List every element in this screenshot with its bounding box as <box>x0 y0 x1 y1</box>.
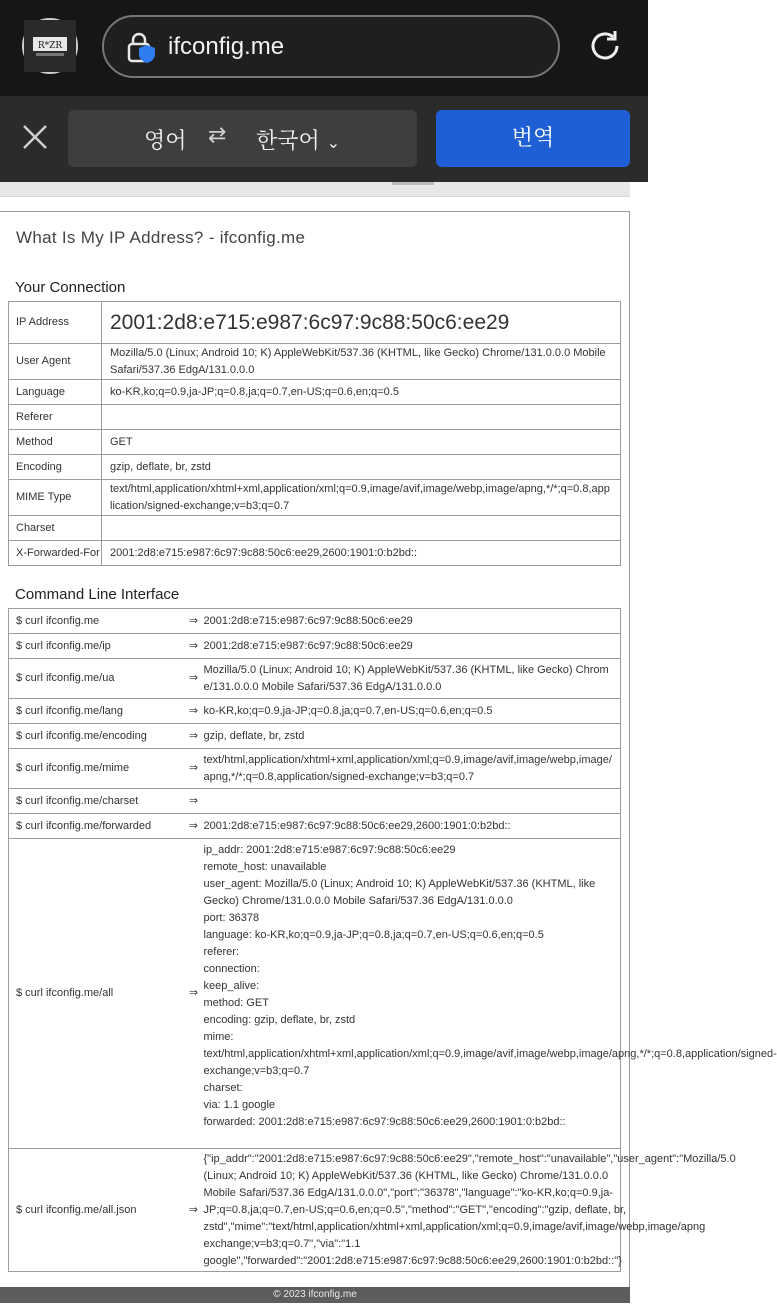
output-line: text/html,application/xhtml+xml,application/xml;q=0.9,image/avif,image/webp,image/apng,*/*;q=0.8,application/signed- <box>203 1048 777 1060</box>
table-row <box>9 634 621 659</box>
output-line: Mobile Safari/537.36 EdgA/131.0.0.0","port":"36378","language":"ko-KR,ko;q=0.9,ja- <box>203 1187 613 1199</box>
row-key: Method <box>9 430 102 455</box>
cli-command: $ curl ifconfig.me/lang <box>9 699 186 724</box>
avatar-image <box>24 20 76 72</box>
arrow-icon: ⇒ <box>186 609 202 634</box>
output-line: via: 1.1 google <box>203 1099 276 1111</box>
table-row <box>9 455 621 480</box>
table-row <box>9 516 621 541</box>
table-row <box>9 1149 621 1272</box>
cli-command: $ curl ifconfig.me/mime <box>9 749 186 789</box>
cli-command: $ curl ifconfig.me/all.json <box>9 1149 186 1272</box>
cli-output: text/html,application/xhtml+xml,application/xml;q=0.9,image/avif,image/webp,image/apng,*/*;q=0.8,application/signed-exchange;v=b3;q=0.7 <box>202 749 621 789</box>
cli-command: $ curl ifconfig.me/encoding <box>9 724 186 749</box>
row-value: Mozilla/5.0 (Linux; Android 10; K) AppleWebKit/537.36 (KHTML, like Gecko) Chrome/131.0.0.0 Mobile Safari/537.36 EdgA/131.0.0.0 <box>102 344 621 380</box>
arrow-icon: ⇒ <box>186 1149 202 1272</box>
arrow-icon: ⇒ <box>186 699 202 724</box>
url-text[interactable]: ifconfig.me <box>168 33 285 60</box>
arrow-icon: ⇒ <box>186 634 202 659</box>
output-line: keep_alive: <box>203 980 260 992</box>
row-value <box>102 516 621 541</box>
table-row <box>9 344 621 380</box>
svg-text:R*ZR: R*ZR <box>37 41 63 51</box>
row-key: MIME Type <box>9 480 102 516</box>
output-line: mime: <box>203 1031 234 1043</box>
table-row <box>9 405 621 430</box>
row-key: Language <box>9 380 102 405</box>
cli-heading: Command Line Interface <box>15 586 180 603</box>
output-line: referer: <box>203 946 239 958</box>
row-key: User Agent <box>9 344 102 380</box>
address-bar[interactable] <box>102 15 560 78</box>
output-line: charset: <box>203 1082 243 1094</box>
cli-output: Mozilla/5.0 (Linux; Android 10; K) AppleWebKit/537.36 (KHTML, like Gecko) Chrome/131.0.0.0 Mobile Safari/537.36 EdgA/131.0.0.0 <box>202 659 621 699</box>
cli-output-json <box>202 1149 736 1272</box>
row-key: IP Address <box>9 302 102 344</box>
output-line: port: 36378 <box>203 912 260 924</box>
reload-icon[interactable] <box>586 27 624 65</box>
language-selector[interactable] <box>68 110 417 167</box>
target-language-label: 한국어 <box>256 129 320 154</box>
target-language[interactable] <box>256 124 340 155</box>
arrow-icon: ⇒ <box>186 814 202 839</box>
table-row <box>9 814 621 839</box>
output-line: encoding: gzip, deflate, br, zstd <box>203 1014 356 1026</box>
cli-command: $ curl ifconfig.me/all <box>9 839 186 1149</box>
page-title: What Is My IP Address? - ifconfig.me <box>16 228 306 247</box>
table-row <box>9 302 621 344</box>
output-line: exchange;v=b3;q=0.7 <box>203 1065 310 1077</box>
cli-command: $ curl ifconfig.me/ua <box>9 659 186 699</box>
output-line: JP;q=0.8,ja;q=0.7,en-US;q=0.6,en;q=0.5","method":"GET","encoding":"gzip, deflate, br, <box>203 1204 627 1216</box>
table-row <box>9 430 621 455</box>
row-key: X-Forwarded-For <box>9 541 102 566</box>
swap-languages-icon[interactable]: ⇄ <box>208 123 227 148</box>
ip-address-value: 2001:2d8:e715:e987:6c97:9c88:50c6:ee29 <box>102 302 621 344</box>
table-row <box>9 839 621 1149</box>
cli-output: 2001:2d8:e715:e987:6c97:9c88:50c6:ee29,2600:1901:0:b2bd:: <box>202 814 621 839</box>
output-line: {"ip_addr":"2001:2d8:e715:e987:6c97:9c88:50c6:ee29","remote_host":"unavailable","user_agent":"Mozilla/5.0 <box>203 1153 736 1165</box>
cli-command: $ curl ifconfig.me/ip <box>9 634 186 659</box>
output-line: user_agent: Mozilla/5.0 (Linux; Android 10; K) AppleWebKit/537.36 (KHTML, like <box>203 878 596 890</box>
cli-command: $ curl ifconfig.me/forwarded <box>9 814 186 839</box>
connection-table <box>8 301 621 566</box>
cli-command: $ curl ifconfig.me/charset <box>9 789 186 814</box>
strip-handle <box>392 182 434 185</box>
row-value: GET <box>102 430 621 455</box>
row-value <box>102 405 621 430</box>
cli-table <box>8 608 777 1272</box>
row-value: gzip, deflate, br, zstd <box>102 455 621 480</box>
row-key: Charset <box>9 516 102 541</box>
row-value: ko-KR,ko;q=0.9,ja-JP;q=0.8,ja;q=0.7,en-US;q=0.6,en;q=0.5 <box>102 380 621 405</box>
table-row <box>9 699 621 724</box>
table-row <box>9 480 621 516</box>
translate-bar <box>0 96 648 182</box>
row-key: Referer <box>9 405 102 430</box>
cli-output: ko-KR,ko;q=0.9,ja-JP;q=0.8,ja;q=0.7,en-US;q=0.6,en;q=0.5 <box>202 699 621 724</box>
cli-output: 2001:2d8:e715:e987:6c97:9c88:50c6:ee29 <box>202 634 621 659</box>
row-key: Encoding <box>9 455 102 480</box>
cli-output: gzip, deflate, br, zstd <box>202 724 621 749</box>
output-line: google","forwarded":"2001:2d8:e715:e987:6c97:9c88:50c6:ee29,2600:1901:0:b2bd::"} <box>203 1255 622 1267</box>
profile-avatar[interactable] <box>22 18 78 74</box>
footer: © 2023 ifconfig.me <box>0 1287 630 1303</box>
cli-output-all <box>202 839 777 1149</box>
arrow-icon: ⇒ <box>186 839 202 1149</box>
table-row <box>9 380 621 405</box>
table-row <box>9 659 621 699</box>
cli-output <box>202 789 621 814</box>
source-language[interactable]: 영어 <box>144 129 187 154</box>
output-line: language: ko-KR,ko;q=0.9,ja-JP;q=0.8,ja;q=0.7,en-US;q=0.6,en;q=0.5 <box>203 929 544 941</box>
output-line: (Linux; Android 10; K) AppleWebKit/537.36 (KHTML, like Gecko) Chrome/131.0.0.0 <box>203 1170 609 1182</box>
cli-command: $ curl ifconfig.me <box>9 609 186 634</box>
browser-toolbar <box>0 0 648 96</box>
row-value: text/html,application/xhtml+xml,application/xml;q=0.9,image/avif,image/webp,image/apng,*/*;q=0.8,application/signed-exchange;v=b3;q=0.7 <box>102 480 621 516</box>
connection-heading: Your Connection <box>15 279 126 296</box>
output-line: method: GET <box>203 997 269 1009</box>
table-row <box>9 609 621 634</box>
table-row <box>9 789 621 814</box>
close-icon[interactable] <box>18 120 52 154</box>
row-value: 2001:2d8:e715:e987:6c97:9c88:50c6:ee29,2600:1901:0:b2bd:: <box>102 541 621 566</box>
arrow-icon: ⇒ <box>186 724 202 749</box>
output-line: connection: <box>203 963 260 975</box>
output-line: forwarded: 2001:2d8:e715:e987:6c97:9c88:50c6:ee29,2600:1901:0:b2bd:: <box>203 1116 566 1128</box>
table-row <box>9 724 621 749</box>
output-line: ip_addr: 2001:2d8:e715:e987:6c97:9c88:50c6:ee29 <box>203 844 456 856</box>
output-line: zstd","mime":"text/html,application/xhtml+xml,application/xml;q=0.9,image/avif,image/webp,image/apng <box>203 1221 706 1233</box>
translate-button[interactable]: 번역 <box>436 110 630 167</box>
arrow-icon: ⇒ <box>186 749 202 789</box>
table-row <box>9 749 621 789</box>
table-row <box>9 541 621 566</box>
arrow-icon: ⇒ <box>186 789 202 814</box>
page-top-strip <box>0 182 630 197</box>
output-line: exchange;v=b3;q=0.7","via":"1.1 <box>203 1238 361 1250</box>
cli-output: 2001:2d8:e715:e987:6c97:9c88:50c6:ee29 <box>202 609 621 634</box>
output-line: remote_host: unavailable <box>203 861 327 873</box>
arrow-icon: ⇒ <box>186 659 202 699</box>
output-line: Gecko) Chrome/131.0.0.0 Mobile Safari/537.36 EdgA/131.0.0.0 <box>203 895 513 907</box>
site-info-icon[interactable] <box>126 33 160 65</box>
chevron-down-icon: ⌄ <box>326 133 341 152</box>
